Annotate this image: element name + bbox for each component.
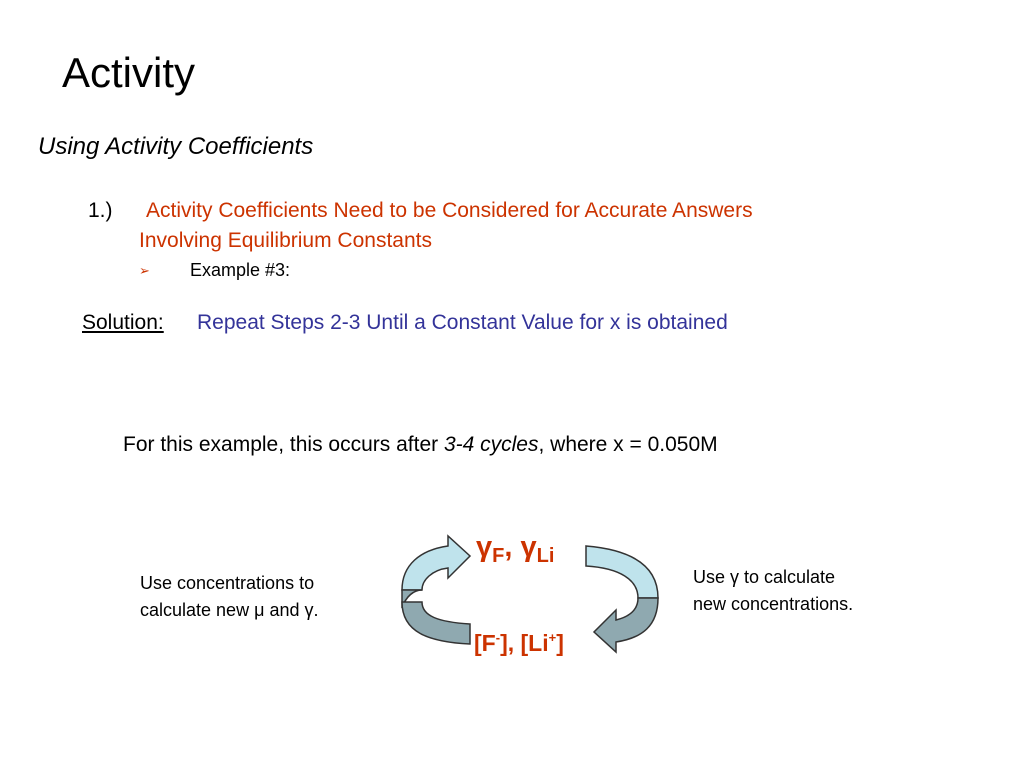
example-label: Example #3: [190,260,291,280]
gamma-subscript-f: F [492,545,505,567]
conc-f-charge: - [495,630,501,645]
right-caption-text-a: Use [693,567,731,587]
gamma-subscript-li: Li [536,545,555,567]
conc-li: ], [Li [500,630,549,656]
separator: , [504,531,513,563]
note-cycles: 3-4 cycles [443,433,539,456]
gamma-symbol: γ [304,600,314,620]
mu-symbol: μ [254,600,265,620]
slide-title: Activity [62,49,196,96]
gamma-symbol: γ [730,567,740,587]
left-caption-line1: Use concentrations to [140,573,315,593]
bottom-cycle-arrow [594,598,658,652]
cycles-note [123,432,718,458]
gamma-symbol: γ [476,531,493,563]
note-text-start: For this example, this occurs after [123,433,444,456]
point-text-line1: Activity Coefficients Need to be Considered for Accurate Answers [146,199,753,222]
right-caption-line1 [693,564,853,591]
point-text-line2: Involving Equilibrium Constants [139,229,432,252]
conc-close: ] [556,630,564,656]
left-cycle-caption [140,570,319,624]
slide-subtitle: Using Activity Coefficients [38,133,314,160]
conc-f: [F [474,630,496,656]
left-caption-line2 [140,597,319,624]
right-cycle-band [586,546,658,598]
point-number: 1.) [88,199,113,222]
left-caption-text-a: calculate new [140,600,255,620]
gamma-symbol: γ [520,531,537,563]
conc-li-charge: + [548,630,557,645]
activity-coefficients-label [476,530,554,573]
left-caption-period: . [313,600,319,620]
right-cycle-caption [693,564,853,618]
top-cycle-arrow [402,536,470,590]
arrow-bullet-icon: ➢ [139,263,150,278]
left-cycle-band [402,602,470,644]
note-text-end: , where x = 0.050M [538,433,718,456]
left-caption-text-b: and [264,600,305,620]
solution-label: Solution: [82,311,164,334]
solution-text: Repeat Steps 2-3 Until a Constant Value for x is obtained [197,311,728,334]
right-caption-line2: new concentrations. [693,594,854,614]
concentrations-label [474,624,564,657]
right-caption-text-b: to calculate [739,567,836,587]
